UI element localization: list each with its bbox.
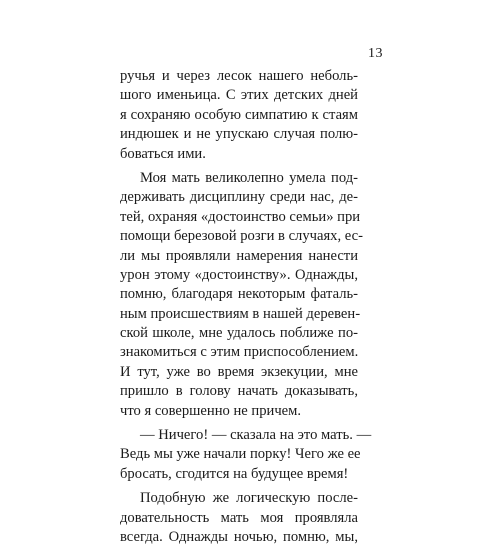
- text-line: довательность мать моя проявляла: [120, 509, 358, 526]
- text-line: урон этому «достоинству». Однажды,: [120, 266, 358, 283]
- text-line: я сохраняю особую симпатию к стаям: [120, 106, 358, 123]
- text-line: бросать, сгодится на будущее время!: [120, 465, 349, 482]
- text-line: шого именьица. С этих детских дней: [120, 87, 358, 104]
- text-line: И тут, уже во время экзекуции, мне: [120, 363, 358, 380]
- text-line: Подобную же логическую после-: [140, 490, 358, 507]
- text-line: всегда. Однажды ночью, помню, мы,: [120, 528, 358, 545]
- text-line: что я совершенно не причем.: [120, 402, 302, 419]
- text-line: ручья и через лесок нашего неболь-: [120, 68, 358, 84]
- text-line: ли мы проявляли намерения нанести: [120, 247, 358, 264]
- text-line: ской школе, мне удалось поближе по-: [120, 325, 358, 342]
- text-line: индюшек и не упускаю случая полю-: [120, 126, 358, 143]
- text-line: — Ничего! — сказала на это мать. —: [140, 427, 372, 444]
- text-line: Моя мать великолепно умела под-: [140, 169, 358, 186]
- text-line: Ведь мы уже начали порку! Чего же ее: [120, 446, 361, 463]
- text-line: тей, охраняя «достоинство семьи» при: [120, 208, 361, 225]
- text-line: помню, благодаря некоторым фаталь-: [120, 286, 358, 303]
- text-line: знакомиться с этим приспособлением.: [120, 344, 359, 361]
- body-text: [120, 67, 372, 547]
- text-line: ным происшествиям в нашей деревен-: [120, 305, 361, 322]
- text-line: помощи березовой розги в случаях, ес-: [120, 228, 363, 245]
- text-line: боваться ими.: [120, 145, 206, 162]
- text-line: пришло в голову начать доказывать,: [120, 383, 358, 400]
- page-number: 13: [368, 46, 383, 61]
- text-line: держивать дисциплину среди нас, де-: [120, 189, 358, 206]
